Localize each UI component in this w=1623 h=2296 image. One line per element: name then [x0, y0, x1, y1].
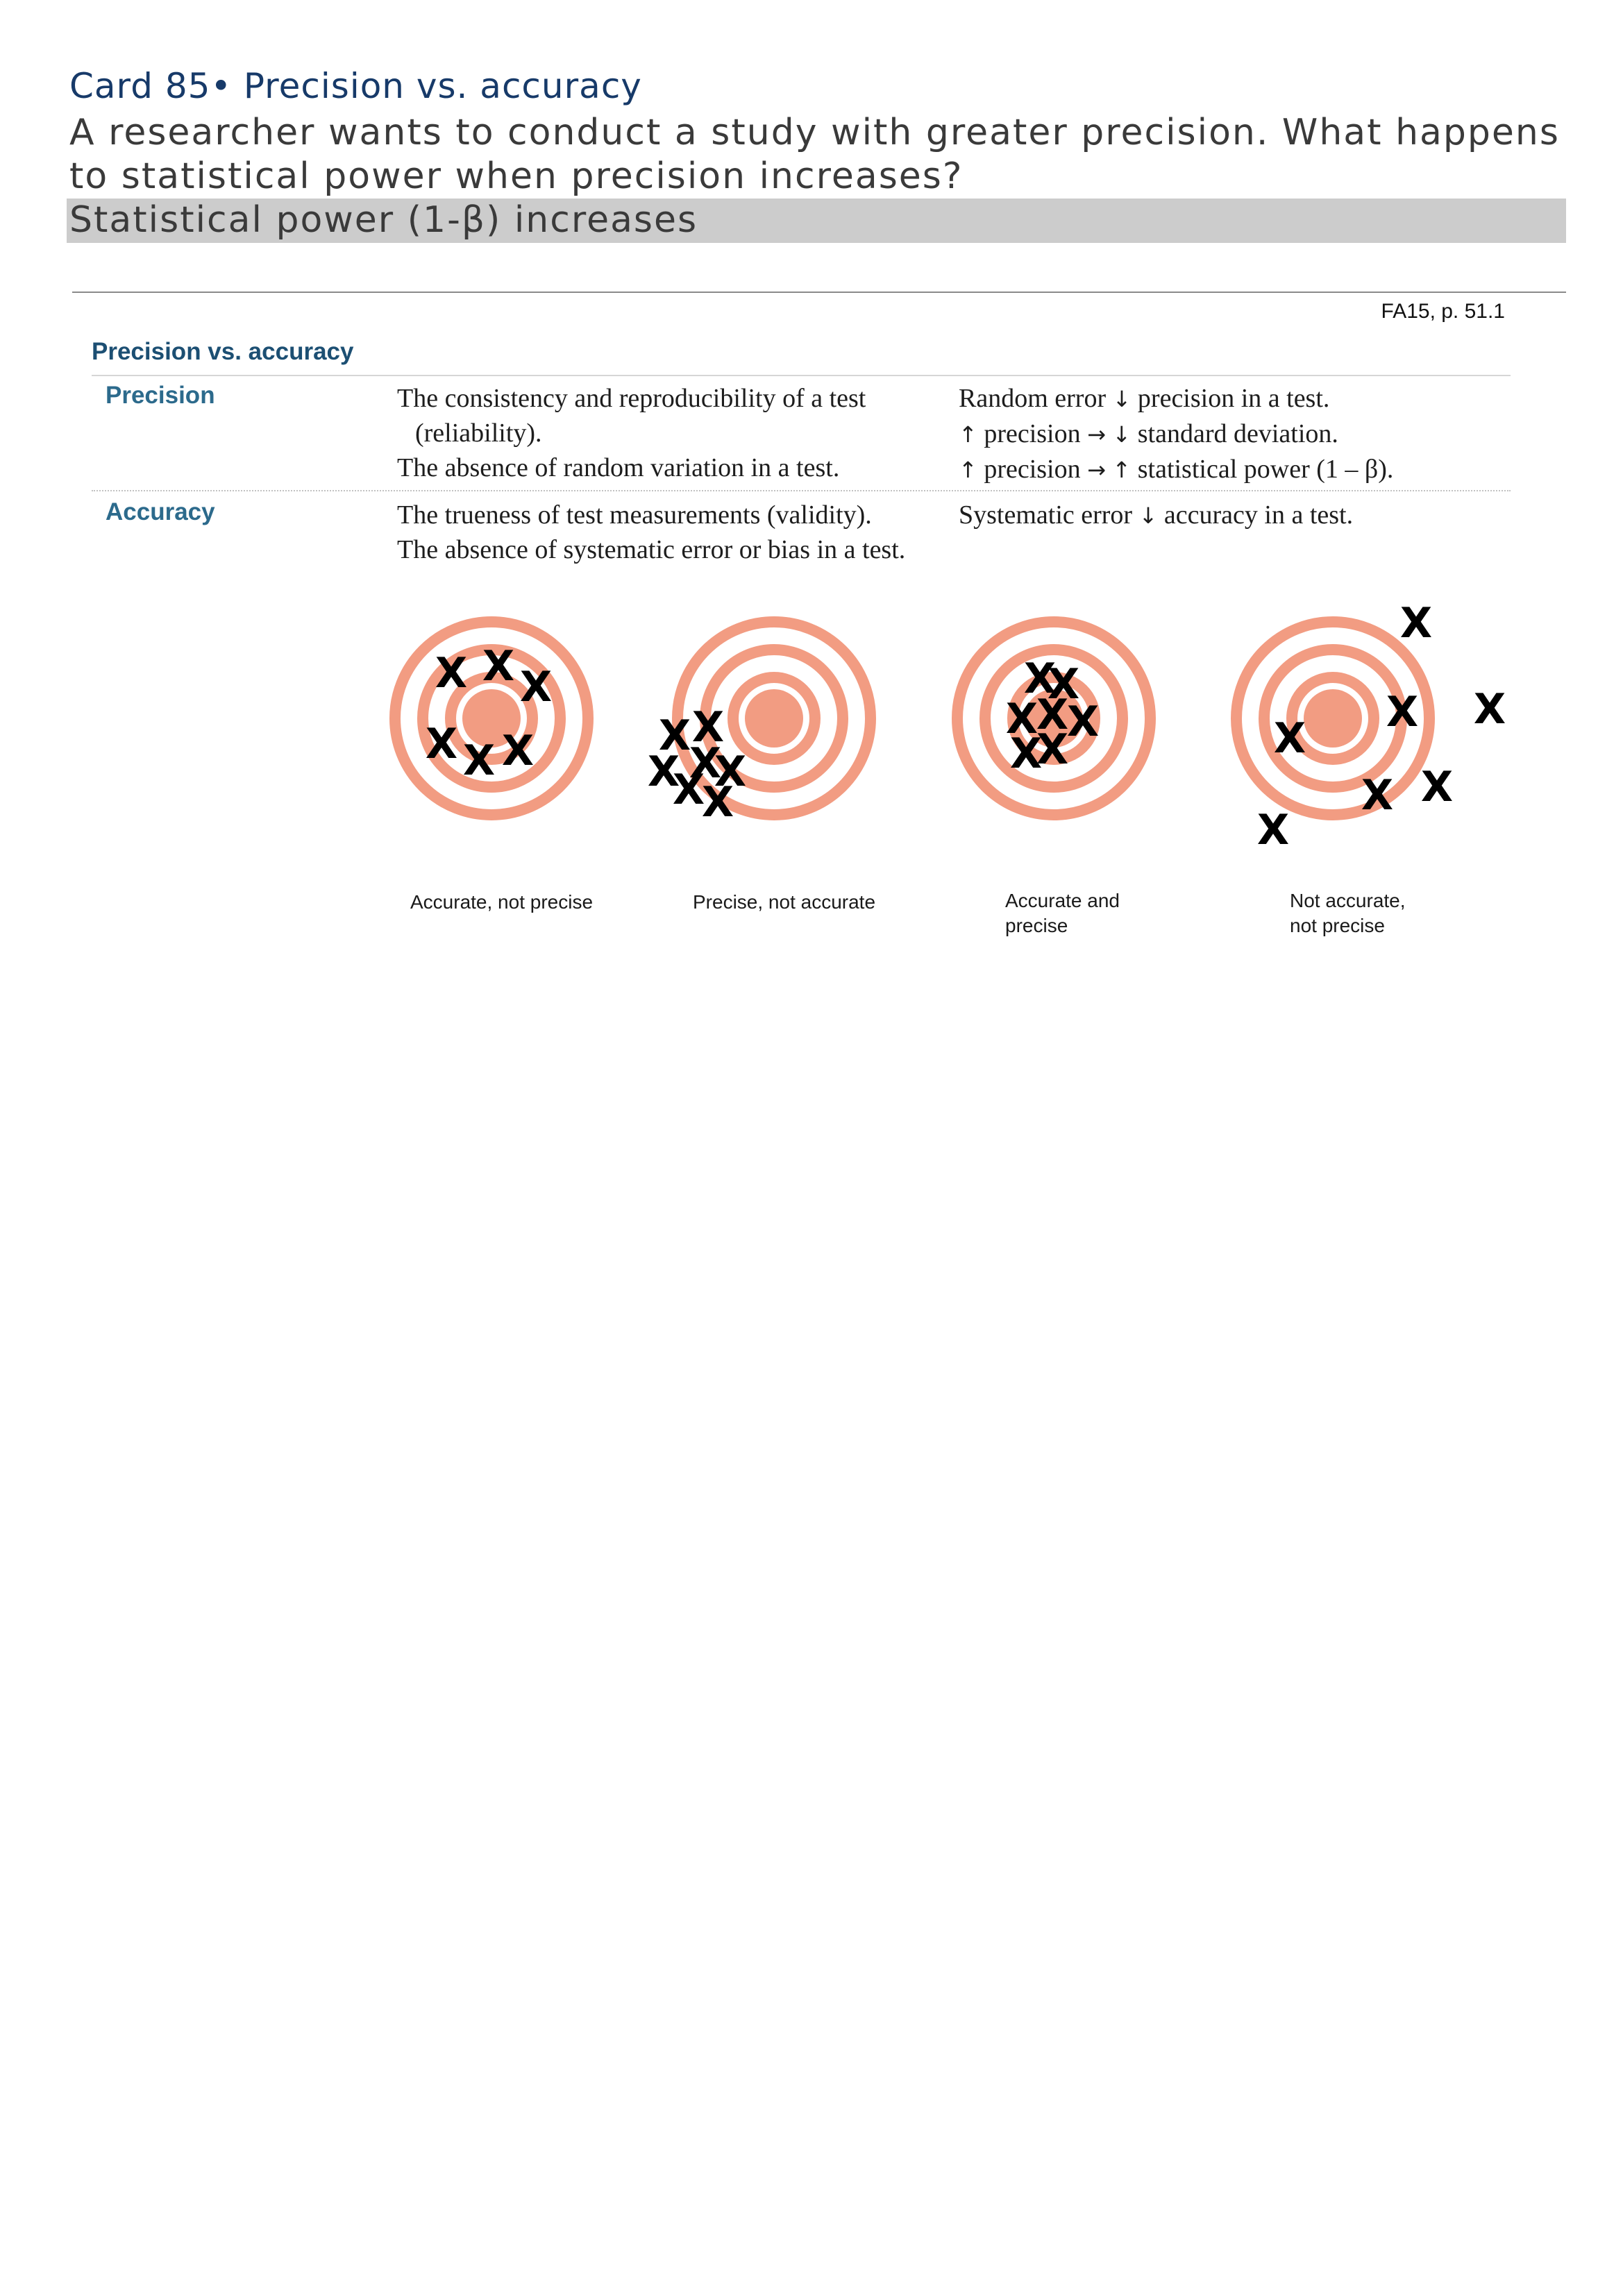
- x-mark: X: [1386, 688, 1419, 736]
- up-arrow-icon: ↑: [959, 457, 977, 483]
- x-mark: X: [658, 711, 691, 760]
- row-separator: [92, 490, 1511, 491]
- target-accurate-not-precise: [395, 622, 588, 815]
- definition-line: The absence of systematic error or bias in a test.: [397, 535, 906, 564]
- x-mark: X: [435, 649, 468, 698]
- right-arrow-icon: →: [1087, 457, 1106, 483]
- definition-line: The trueness of test measurements (validity).: [397, 500, 872, 530]
- down-arrow-icon: ↓: [1112, 386, 1132, 412]
- definition-line: (reliability).: [415, 419, 542, 448]
- caption-target-1: Accurate, not precise: [410, 891, 594, 913]
- table-title: Precision vs. accuracy: [92, 338, 354, 365]
- x-mark: X: [691, 703, 725, 752]
- precision-notes: [959, 381, 1393, 487]
- divider-line: [72, 292, 1566, 293]
- accuracy-definition: [397, 498, 905, 567]
- row-label-accuracy: Accuracy: [106, 498, 215, 525]
- source-reference: FA15, p. 51.1: [1381, 300, 1505, 323]
- definition-line: The consistency and reproducibility of a test: [397, 384, 866, 413]
- caption-target-3: Accurate and precise: [1005, 890, 1120, 936]
- definition-line: The absence of random variation in a test.: [397, 453, 840, 482]
- precision-definition: [397, 381, 866, 485]
- x-mark: X: [1273, 714, 1306, 763]
- target-precise-not-accurate: [648, 622, 871, 827]
- x-mark: X: [425, 720, 458, 768]
- note-line: Systematic error ↓ accuracy in a test.: [959, 500, 1354, 530]
- x-mark: X: [1023, 655, 1057, 703]
- accuracy-notes: [959, 498, 1353, 533]
- x-mark: X: [701, 778, 734, 827]
- down-arrow-icon: ↓: [1112, 421, 1132, 448]
- x-mark: X: [1036, 691, 1069, 739]
- x-mark: X: [689, 739, 722, 788]
- card-topic: Precision vs. accuracy: [243, 66, 642, 106]
- up-arrow-icon: ↑: [1112, 457, 1132, 483]
- x-mark: X: [1256, 806, 1290, 854]
- x-mark: X: [714, 748, 747, 796]
- card-number: Card 85: [69, 66, 211, 106]
- note-line: ↑ precision → ↑ statistical power (1 – β).: [959, 455, 1394, 484]
- down-arrow-icon: ↓: [1138, 503, 1158, 529]
- answer-box: Statistical power (1-β) increases: [67, 199, 1566, 243]
- caption-target-2: Precise, not accurate: [693, 891, 876, 913]
- note-line: ↑ precision → ↓ standard deviation.: [959, 419, 1338, 448]
- caption-target-4: Not accurate, not precise: [1290, 890, 1406, 936]
- question-text: A researcher wants to conduct a study with greater precision. What happens to statistical power when precision increases?: [69, 112, 1560, 197]
- x-mark: X: [1361, 771, 1394, 820]
- card-bullet: •: [210, 66, 232, 106]
- x-mark: X: [647, 748, 680, 796]
- table-header-rule: [92, 375, 1511, 376]
- card-title: [69, 66, 642, 106]
- row-label-precision: Precision: [106, 382, 215, 409]
- x-mark: X: [1047, 660, 1080, 709]
- x-mark: X: [482, 642, 515, 691]
- x-mark: X: [501, 727, 535, 775]
- x-mark: X: [1473, 685, 1506, 734]
- note-line: Random error ↓ precision in a test.: [959, 384, 1330, 413]
- target-accurate-and-precise: [957, 622, 1150, 815]
- x-mark: X: [1420, 763, 1454, 811]
- x-mark: X: [462, 736, 496, 785]
- right-arrow-icon: →: [1087, 421, 1106, 448]
- target-bullseye: [745, 689, 803, 748]
- x-mark: X: [1005, 695, 1038, 743]
- up-arrow-icon: ↑: [959, 421, 977, 448]
- x-mark: X: [1066, 698, 1100, 746]
- x-mark: X: [1036, 725, 1069, 774]
- x-mark: X: [519, 663, 553, 711]
- x-mark: X: [1399, 604, 1433, 648]
- target-not-accurate-not-precise: [1236, 604, 1506, 854]
- x-mark: X: [1009, 729, 1043, 778]
- x-mark: X: [672, 766, 705, 814]
- target-bullseye: [1304, 689, 1362, 748]
